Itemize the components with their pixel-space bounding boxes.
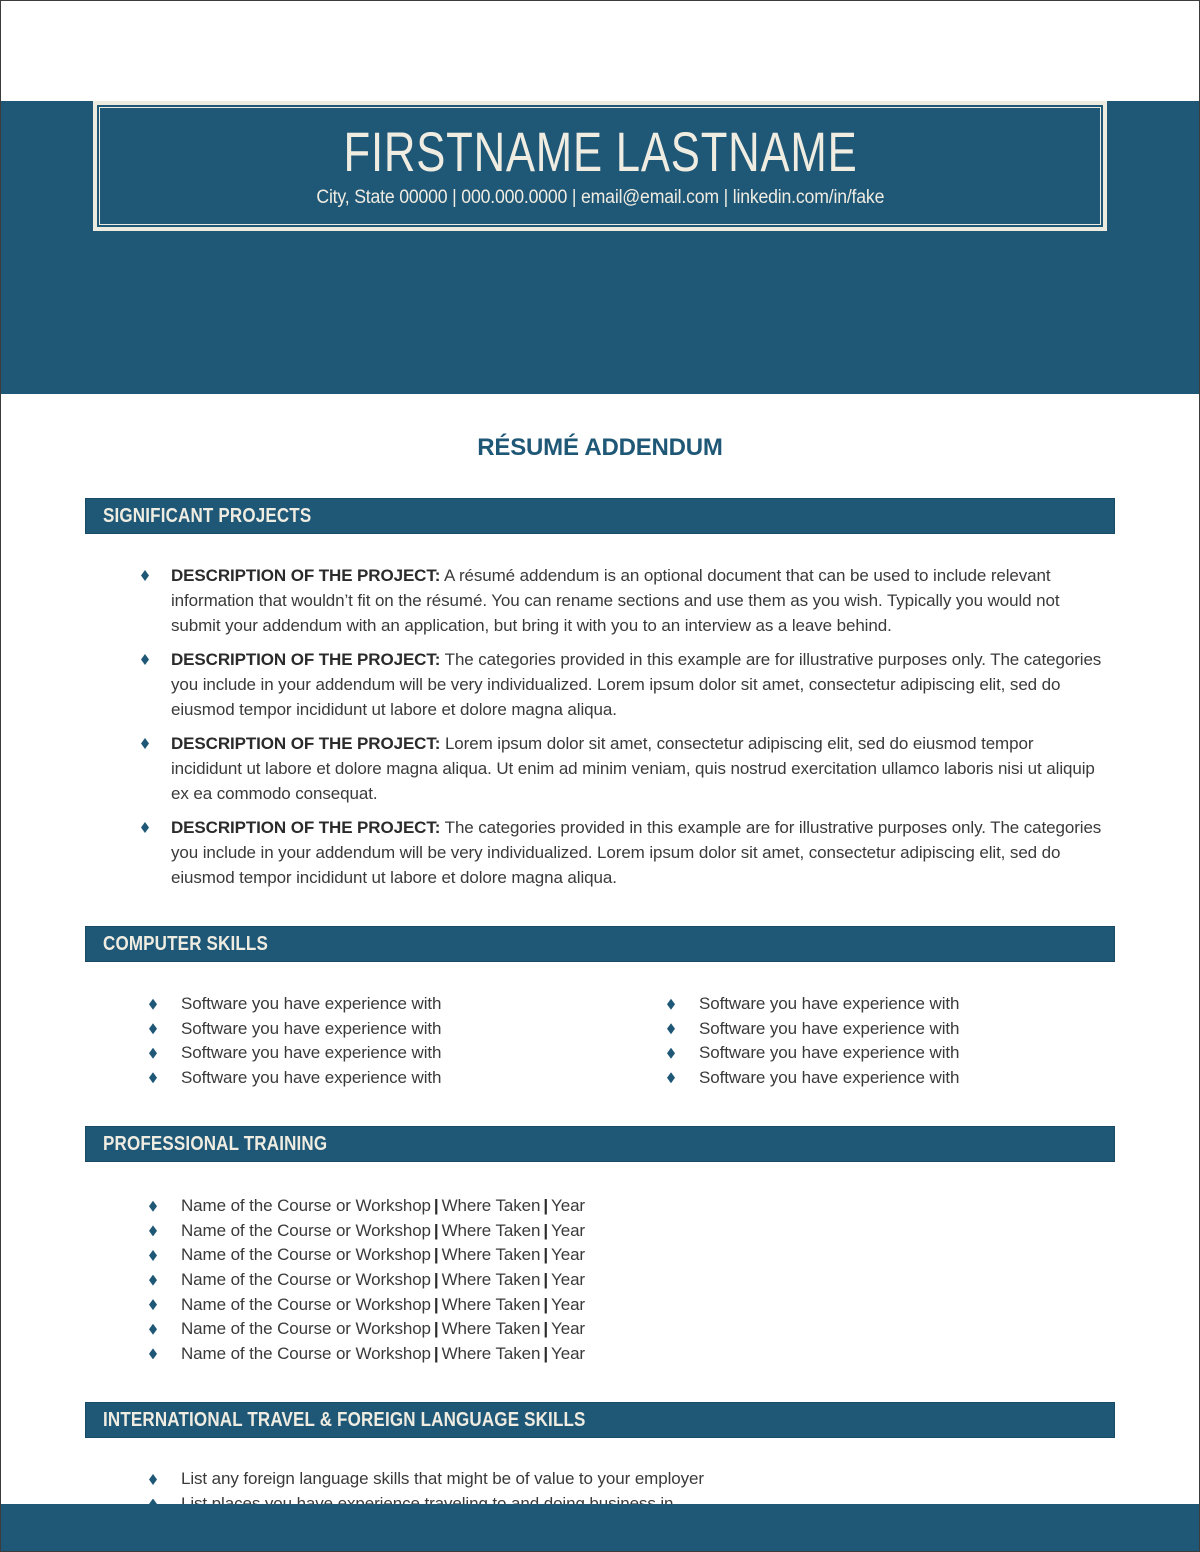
course-location: Where Taken — [441, 1196, 541, 1216]
training-entry — [181, 1196, 585, 1216]
course-location: Where Taken — [441, 1294, 541, 1314]
pipe-separator: | — [543, 1245, 549, 1265]
skill-label: Software you have experience with — [181, 1018, 442, 1038]
skill-label: Software you have experience with — [699, 1067, 960, 1087]
course-name: Name of the Course or Workshop — [181, 1294, 431, 1314]
diamond-bullet-icon — [667, 1048, 675, 1059]
training-item — [149, 1194, 1115, 1219]
training-entry — [181, 1221, 585, 1241]
training-item — [149, 1219, 1115, 1244]
section-heading-significant-projects: SIGNIFICANT PROJECTS — [103, 504, 312, 527]
course-name: Name of the Course or Workshop — [181, 1220, 431, 1240]
skill-label: Software you have experience with — [181, 1067, 442, 1087]
course-name: Name of the Course or Workshop — [181, 1343, 431, 1363]
footer-bar — [1, 1504, 1199, 1551]
diamond-bullet-icon — [667, 1072, 675, 1083]
contact-line: City, State 00000 | 000.000.0000 | email@email.com | linkedin.com/in/fake — [316, 186, 884, 208]
diamond-bullet-icon — [149, 1250, 157, 1261]
project-lead-label: DESCRIPTION OF THE PROJECT: — [171, 818, 441, 837]
project-lead-label: DESCRIPTION OF THE PROJECT: — [171, 566, 441, 585]
section-bar-professional-training — [85, 1126, 1115, 1162]
training-list — [85, 1194, 1115, 1366]
skill-item — [149, 992, 667, 1017]
project-body-text: The categories provided in this example are for illustrative purposes only. The categories you include in your addendum will be very individualized. Lorem ipsum dolor sit amet, consectetur adipiscing elit, sed do eiusmod tempor incididunt ut labore et dolore magna aliqua. — [171, 650, 1102, 719]
course-year: Year — [551, 1245, 585, 1265]
project-item — [141, 647, 1115, 722]
skill-item — [149, 1041, 667, 1066]
diamond-bullet-icon — [141, 654, 149, 665]
skills-column-right — [667, 992, 1115, 1090]
diamond-bullet-icon — [149, 999, 157, 1010]
header-banner — [1, 101, 1199, 394]
skills-column-left — [149, 992, 667, 1090]
diamond-bullet-icon — [149, 1324, 157, 1335]
diamond-bullet-icon — [149, 1072, 157, 1083]
project-body-text: Lorem ipsum dolor sit amet, consectetur adipiscing elit, sed do eiusmod tempor incididunt ut labore et dolore magna aliqua. Ut enim ad minim veniam, quis nostrud exercitation ullamco laboris nisi ut aliquip ex ea commodo consequat. — [171, 734, 1095, 803]
pipe-separator: | — [543, 1196, 549, 1216]
pipe-separator: | — [543, 1343, 549, 1363]
diamond-bullet-icon — [149, 1275, 157, 1286]
diamond-bullet-icon — [149, 1299, 157, 1310]
person-name: FIRSTNAME LASTNAME — [343, 119, 857, 183]
training-item — [149, 1342, 1115, 1367]
diamond-bullet-icon — [141, 822, 149, 833]
course-year: Year — [551, 1220, 585, 1240]
training-item — [149, 1268, 1115, 1293]
training-item — [149, 1317, 1115, 1342]
pipe-separator: | — [433, 1220, 439, 1240]
diamond-bullet-icon — [667, 1023, 675, 1034]
course-name: Name of the Course or Workshop — [181, 1245, 431, 1265]
training-entry — [181, 1344, 585, 1364]
section-bar-computer-skills — [85, 926, 1115, 962]
course-year: Year — [551, 1319, 585, 1339]
diamond-bullet-icon — [149, 1201, 157, 1212]
pipe-separator: | — [433, 1343, 439, 1363]
project-lead-label: DESCRIPTION OF THE PROJECT: — [171, 650, 441, 669]
course-location: Where Taken — [441, 1343, 541, 1363]
pipe-separator: | — [543, 1220, 549, 1240]
skill-item — [149, 1066, 667, 1091]
skill-label: Software you have experience with — [699, 1043, 960, 1063]
travel-label: List any foreign language skills that might be of value to your employer — [181, 1469, 704, 1489]
course-year: Year — [551, 1343, 585, 1363]
diamond-bullet-icon — [149, 1048, 157, 1059]
training-entry — [181, 1270, 585, 1290]
skill-item — [667, 1066, 1115, 1091]
skill-item — [667, 1017, 1115, 1042]
content-area — [1, 434, 1199, 1516]
course-location: Where Taken — [441, 1220, 541, 1240]
name-box — [93, 101, 1107, 231]
pipe-separator: | — [543, 1270, 549, 1290]
course-name: Name of the Course or Workshop — [181, 1319, 431, 1339]
diamond-bullet-icon — [141, 738, 149, 749]
project-body-text: A résumé addendum is an optional document that can be used to include relevant information that wouldn’t fit on the résumé. You can rename sections and use them as you wish. Typically you would not submit your addendum with an application, but bring it with you to an interview as a leave behind. — [171, 566, 1060, 635]
pipe-separator: | — [433, 1196, 439, 1216]
skill-label: Software you have experience with — [181, 1043, 442, 1063]
section-bar-international-travel — [85, 1402, 1115, 1438]
diamond-bullet-icon — [667, 999, 675, 1010]
training-entry — [181, 1319, 585, 1339]
skill-label: Software you have experience with — [181, 994, 442, 1014]
skill-item — [667, 992, 1115, 1017]
section-heading-international-travel: INTERNATIONAL TRAVEL & FOREIGN LANGUAGE SKILLS — [103, 1408, 586, 1431]
computer-skills-columns — [85, 992, 1115, 1090]
diamond-bullet-icon — [149, 1225, 157, 1236]
course-year: Year — [551, 1196, 585, 1216]
course-year: Year — [551, 1294, 585, 1314]
course-location: Where Taken — [441, 1270, 541, 1290]
skill-item — [667, 1041, 1115, 1066]
project-description — [171, 647, 1103, 722]
project-item — [141, 731, 1115, 806]
project-item — [141, 563, 1115, 638]
pipe-separator: | — [433, 1319, 439, 1339]
course-name: Name of the Course or Workshop — [181, 1196, 431, 1216]
project-description — [171, 563, 1103, 638]
section-heading-computer-skills: COMPUTER SKILLS — [103, 932, 269, 955]
training-entry — [181, 1245, 585, 1265]
skill-label: Software you have experience with — [699, 1018, 960, 1038]
pipe-separator: | — [543, 1319, 549, 1339]
projects-list — [85, 563, 1115, 890]
section-bar-significant-projects — [85, 498, 1115, 534]
project-body-text: The categories provided in this example are for illustrative purposes only. The categories you include in your addendum will be very individualized. Lorem ipsum dolor sit amet, consectetur adipiscing elit, sed do eiusmod tempor incididunt ut labore et dolore magna aliqua. — [171, 818, 1102, 887]
skill-item — [149, 1017, 667, 1042]
training-entry — [181, 1295, 585, 1315]
course-name: Name of the Course or Workshop — [181, 1270, 431, 1290]
project-item — [141, 815, 1115, 890]
diamond-bullet-icon — [149, 1023, 157, 1034]
diamond-bullet-icon — [141, 570, 149, 581]
document-title: RÉSUMÉ ADDENDUM — [477, 434, 723, 461]
diamond-bullet-icon — [149, 1348, 157, 1359]
course-location: Where Taken — [441, 1245, 541, 1265]
pipe-separator: | — [433, 1294, 439, 1314]
course-year: Year — [551, 1270, 585, 1290]
diamond-bullet-icon — [149, 1474, 157, 1485]
travel-item — [149, 1467, 1115, 1492]
project-description — [171, 731, 1103, 806]
training-item — [149, 1243, 1115, 1268]
section-heading-professional-training: PROFESSIONAL TRAINING — [103, 1132, 328, 1155]
project-lead-label: DESCRIPTION OF THE PROJECT: — [171, 734, 441, 753]
training-item — [149, 1292, 1115, 1317]
pipe-separator: | — [433, 1245, 439, 1265]
project-description — [171, 815, 1103, 890]
course-location: Where Taken — [441, 1319, 541, 1339]
skill-label: Software you have experience with — [699, 994, 960, 1014]
pipe-separator: | — [433, 1270, 439, 1290]
pipe-separator: | — [543, 1294, 549, 1314]
